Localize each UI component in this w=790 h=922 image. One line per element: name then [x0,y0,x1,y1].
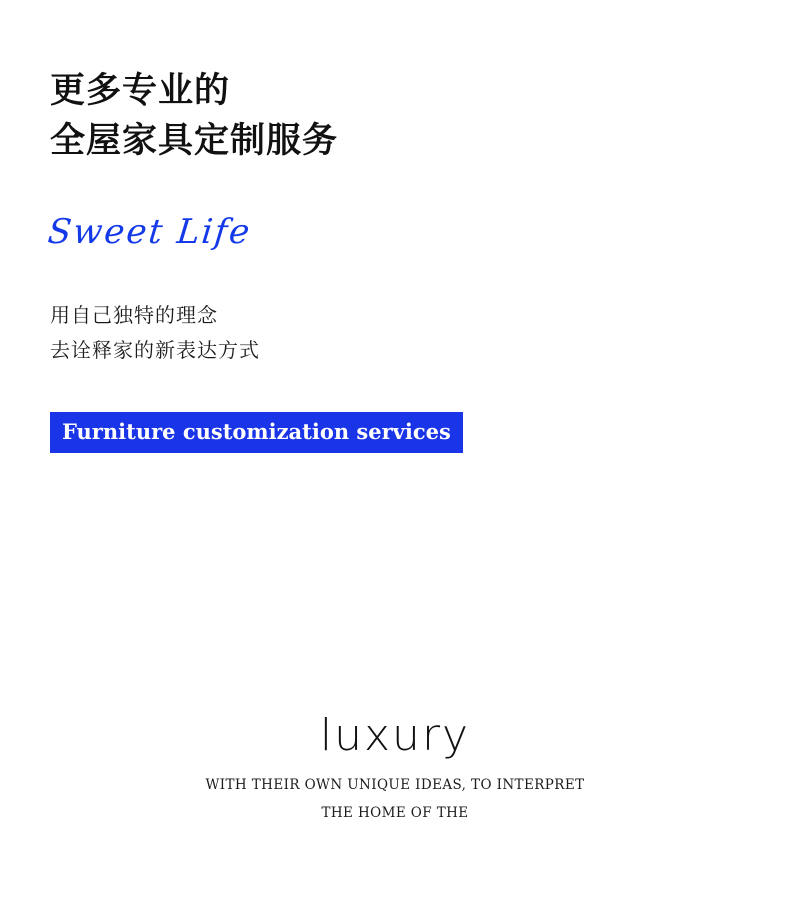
footer-tagline-line-2: THE HOME OF THE [321,805,469,822]
brand-wordmark: luxury [319,710,471,761]
headline-line-2: 全屋家具定制服务 [50,119,339,161]
headline-line-1: 更多专业的 [50,70,231,111]
script-subtitle: Sweet Life [45,212,254,252]
body-text-block [50,298,260,368]
footer-tagline [0,772,790,827]
headline-block [50,66,338,165]
footer-tagline-line-1: WITH THEIR OWN UNIQUE IDEAS, TO INTERPRET [205,777,585,794]
footer-block [0,712,790,828]
body-line-1: 用自己独特的理念 [50,303,218,327]
body-line-2: 去诠释家的新表达方式 [50,338,260,362]
furniture-customization-services-button[interactable]: Furniture customization services [50,412,463,453]
